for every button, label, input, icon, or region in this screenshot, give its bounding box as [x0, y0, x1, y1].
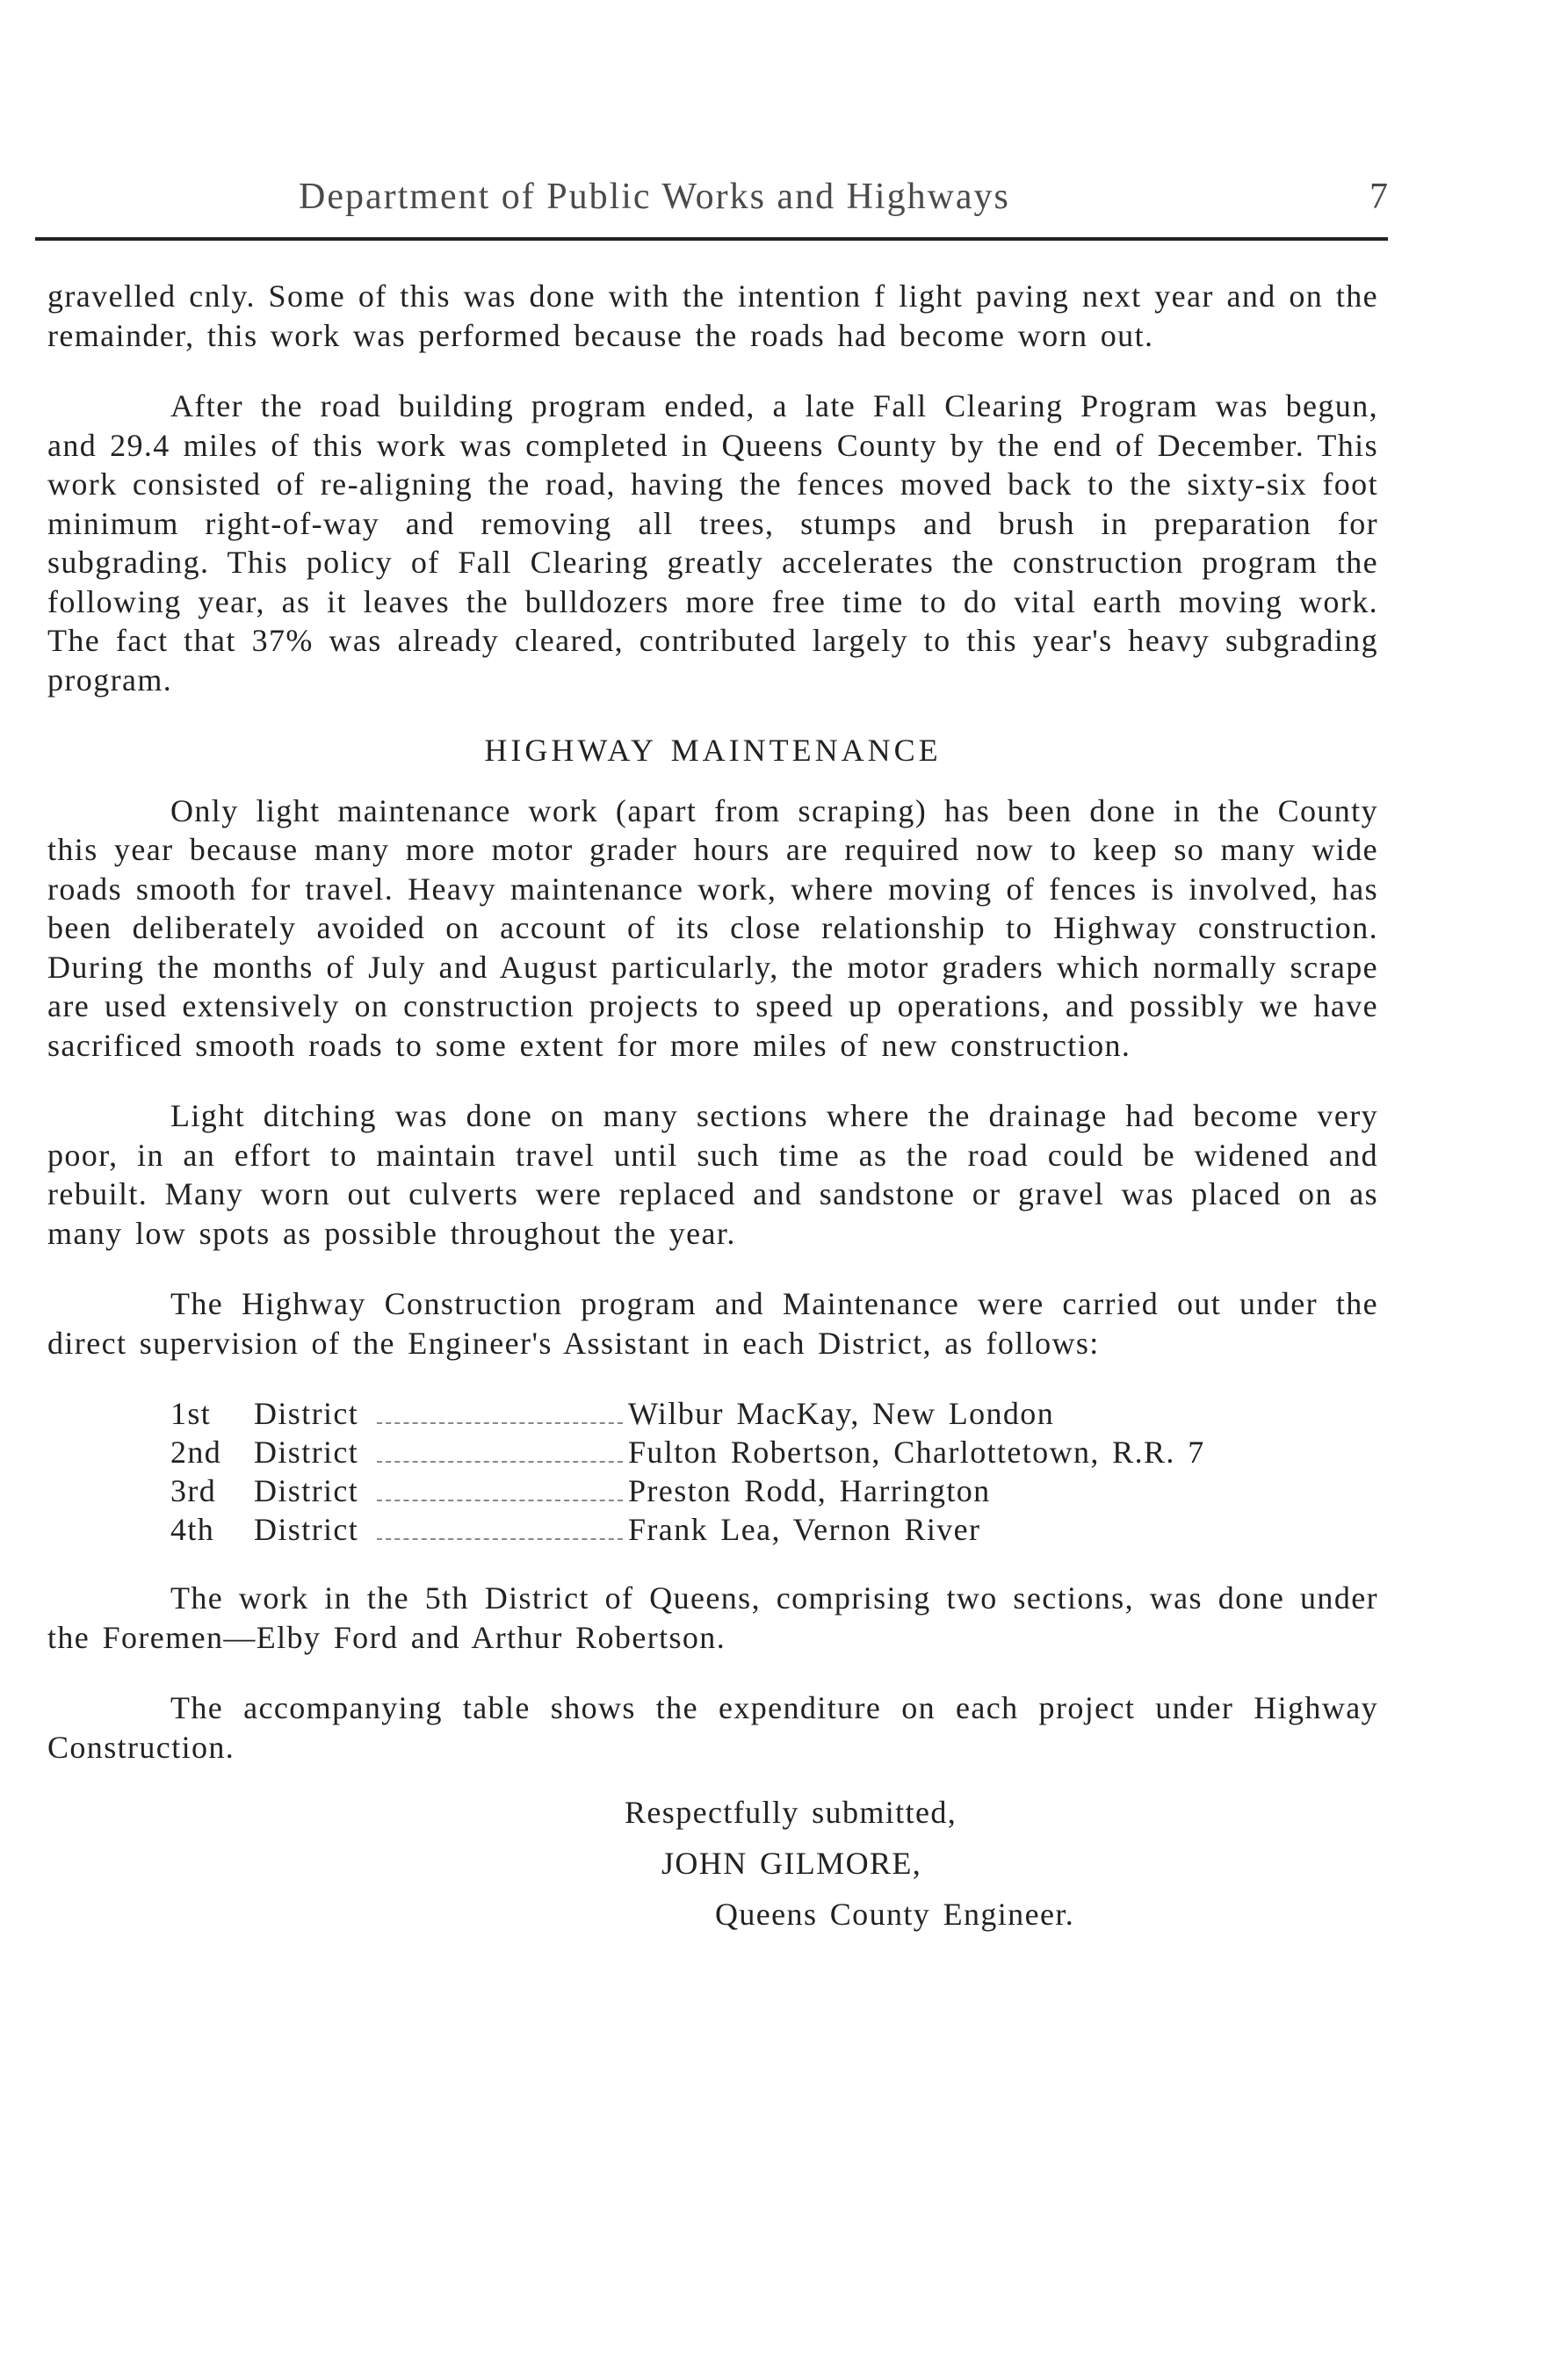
signature-closing: Respectfully submitted,	[625, 1795, 957, 1830]
page-header	[35, 176, 1388, 228]
district-label: District	[254, 1512, 359, 1547]
page-number: 7	[1369, 177, 1388, 217]
header-rule	[35, 237, 1388, 241]
district-row	[47, 1394, 1378, 1433]
district-engineer: Frank Lea, Vernon River	[628, 1512, 981, 1547]
dotted-leader	[377, 1522, 623, 1540]
paragraph-maintenance: Only light maintenance work (apart from scraping) has been done in the County this year because many more motor grader hours are required now to keep so many wide roads smooth for travel. Heavy maintenance work, where moving of fences is involved, has been deliberately avoided on account of its close relationship to Highway construction. During the months of July and August particularly, the motor graders which normally scrape are used extensively on construction projects to speed up operations, and possibly we have sacrificed smooth roads to some extent for more miles of new construction.	[47, 792, 1378, 1063]
district-row	[47, 1510, 1378, 1549]
district-engineer: Wilbur MacKay, New London	[628, 1396, 1055, 1431]
paragraph-fifth-district: The work in the 5th District of Queens, comprising two sections, was done under the Foremen—Elby Ford and Arthur Robertson.	[47, 1580, 1378, 1655]
dotted-leader	[377, 1445, 623, 1463]
signature-block	[625, 1793, 1378, 1946]
district-label: District	[254, 1396, 359, 1431]
paragraph-supervision: The Highway Construction program and Maintenance were carried out under the direct supervision of the Engineer's Assistant in each District, as follows:	[47, 1286, 1378, 1361]
district-engineer: Fulton Robertson, Charlottetown, R.R. 7	[628, 1435, 1205, 1470]
dotted-leader	[377, 1406, 623, 1424]
signature-name: JOHN GILMORE,	[661, 1846, 922, 1881]
paragraph-ditching: Light ditching was done on many sections where the drainage had become very poor, in an effort to maintain travel until such time as the road could be widened and rebuilt. Many worn out culverts were replaced and sandstone or gravel was placed on as many low spots as possible throughout the year.	[47, 1098, 1378, 1251]
paragraph-continuation: gravelled cnly. Some of this was done with the intention f light paving next year and on the remainder, this work was performed because the roads had become worn out.	[47, 278, 1378, 353]
running-title: Department of Public Works and Highways	[299, 177, 1010, 217]
page-body	[47, 277, 1378, 1946]
district-number: 1st	[170, 1396, 212, 1431]
signature-title: Queens County Engineer.	[715, 1897, 1075, 1932]
district-row	[47, 1471, 1378, 1510]
district-number: 4th	[170, 1512, 215, 1547]
district-label: District	[254, 1435, 359, 1470]
paragraph-fall-clearing: After the road building program ended, a late Fall Clearing Program was begun, and 29.4 miles of this work was completed in Queens County by the end of December. This work consisted of re-aligning the road, having the fences moved back to the sixty-six foot minimum right-of-way and removing all trees, stumps and brush in preparation for subgrading. This policy of Fall Clearing greatly accelerates the construction program the following year, as it leaves the bulldozers more free time to do vital earth moving work. The fact that 37% was already cleared, contributed largely to this year's heavy subgrading program.	[47, 388, 1378, 698]
district-list	[47, 1394, 1378, 1549]
dotted-leader	[377, 1484, 623, 1501]
district-number: 2nd	[170, 1435, 222, 1470]
section-heading: HIGHWAY MAINTENANCE	[484, 733, 942, 768]
district-number: 3rd	[170, 1473, 217, 1508]
district-engineer: Preston Rodd, Harrington	[628, 1473, 991, 1508]
district-row	[47, 1433, 1378, 1471]
district-label: District	[254, 1473, 359, 1508]
paragraph-table-note: The accompanying table shows the expenditure on each project under Highway Construction.	[47, 1690, 1378, 1765]
